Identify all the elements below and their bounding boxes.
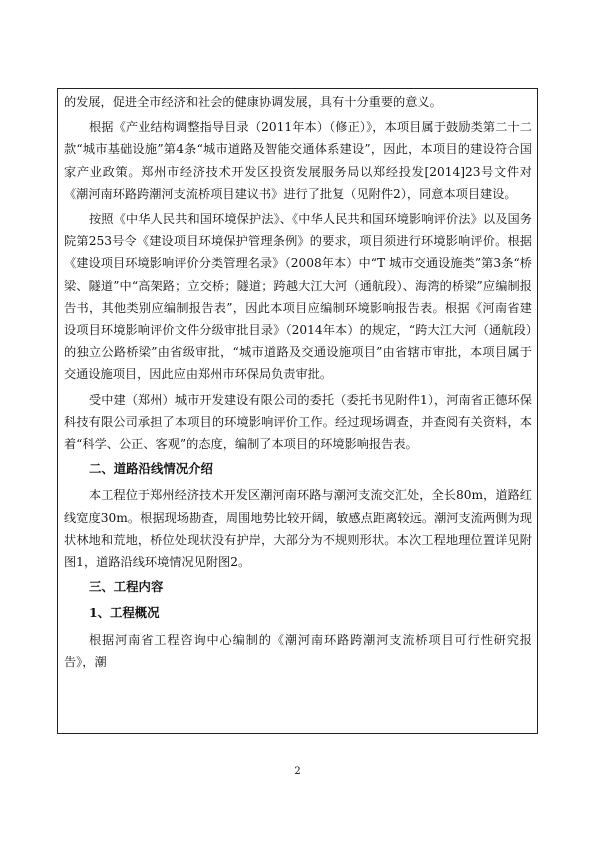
paragraph-overview: 根据河南省工程咨询中心编制的《潮河南环路跨潮河支流桥项目可行性研究报告》，潮 [64,632,532,669]
paragraph-continued: 的发展，促进全市经济和社会的健康协调发展，具有十分重要的意义。 [64,95,442,109]
paragraph-road-route: 本工程位于郑州经济技术开发区潮河南环路与潮河支流交汇处，全长80m，道路红线宽度30m。根据现场勘查，周围地势比较开阔，敏感点距离较远。潮河支流两侧为现状林地和荒地，桥位处现状没有护岸，大部分为不规则形状。本次工程地理位置详见附图1，道路沿线环境情况见附图2。 [64,488,532,570]
paragraph-eia-requirement: 按照《中华人民共和国环境保护法》、《中华人民共和国环境影响评价法》以及国务院第253号令《建设项目环境保护管理条例》的要求，项目须进行环境影响评价。根据《建设项目环境影响评价分类管理名录》（2008年本）中“T 城市交通设施类”第3条“桥梁、隧道”中“高架路；立交桥；隧道；跨越大江大河（通航段）、海湾的桥梁”应编制报告书，其他类别应编制报告表”，因此本项目应编制环境影响报告表。根据《河南省建设项目环境影响评价文件分级审批目录》（2014年本）的规定，“跨大江大河（通航段）的独立公路桥梁”由省级审批，“城市道路及交通设施项目”由省辖市审批，本项目属于交通设施项目，因此应由郑州市环保局负责审批。 [64,212,532,382]
paragraph-industrial-policy: 根据《产业结构调整指导目录（2011年本）（修正）》，本项目属于鼓励类第二十二款“城市基础设施”第4条“城市道路及智能交通体系建设”，因此，本项目的建设符合国家产业政策。郑州市经济技术开发区投资发展服务局以郑经投发[2014]23号文件对《潮河南环路跨潮河支流桥项目建议书》进行了批复（见附件2），同意本项目建设。 [64,120,532,201]
subsection-heading-overview: 1、工程概况 [89,605,160,621]
paragraph-commission: 受中建（郑州）城市开发建设有限公司的委托（委托书见附件1），河南省正德环保科技有限公司承担了本项目的环境影响评价工作。经过现场调查，并查阅有关资料，本着“科学、公正、客观”的态度，编制了本项目的环境影响报告表。 [64,392,532,452]
document-body [64,91,532,676]
section-heading-project-content: 三、工程内容 [89,579,164,595]
section-heading-road-route: 二、道路沿线情况介绍 [89,461,213,477]
page-number: 2 [294,766,301,777]
